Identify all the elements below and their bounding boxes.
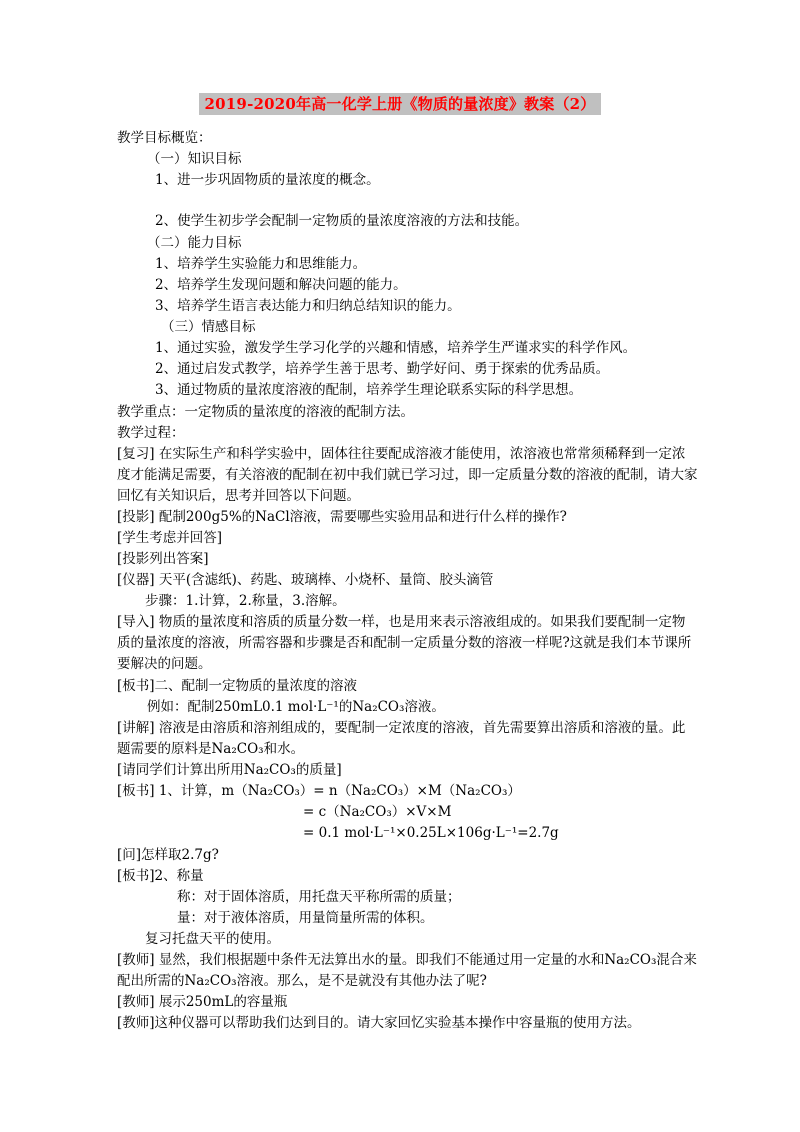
- text-line: [学生考虑并回答]: [117, 530, 223, 546]
- text-line: （三）情感目标: [161, 319, 256, 335]
- text-line: 1、通过实验，激发学生学习化学的兴趣和情感，培养学生严谨求实的科学作风。: [155, 340, 637, 356]
- text-line: 称：对于固体溶质，用托盘天平称所需的质量；: [177, 889, 461, 905]
- text-line: 度才能满足需要，有关溶液的配制在初中我们就已学习过，即一定质量分数的溶液的配制，请大家: [117, 467, 698, 483]
- text-line: 步骤：1.计算，2.称量，3.溶解。: [145, 593, 346, 609]
- text-line: [问]怎样取2.7g?: [117, 847, 219, 863]
- text-line: （一）知识目标: [147, 151, 242, 167]
- text-line: [投影] 配制200g5%的NaCl溶液，需要哪些实验用品和进行什么样的操作?: [117, 509, 567, 525]
- text-line: 1、培养学生实验能力和思维能力。: [155, 256, 367, 272]
- text-line: [仪器] 天平(含滤纸)、药匙、玻璃棒、小烧杯、量筒、胶头滴管: [117, 572, 494, 588]
- text-line: [投影列出答案]: [117, 551, 209, 567]
- text-line: [教师] 展示250mL的容量瓶: [117, 994, 288, 1010]
- text-line: 教学重点：一定物质的量浓度的溶液的配制方法。: [117, 404, 414, 420]
- text-line: 题需要的原料是Na₂CO₃和水。: [117, 741, 305, 757]
- text-line: 量：对于液体溶质，用量筒量所需的体积。: [177, 910, 434, 926]
- text-line: 3、培养学生语言表达能力和归纳总结知识的能力。: [155, 298, 461, 314]
- document-title: 2019-2020年高一化学上册《物质的量浓度》教案（2）: [199, 93, 602, 115]
- text-line: [复习] 在实际生产和科学实验中，固体往往要配成溶液才能使用，浓溶液也常常须稀释到一定浓: [117, 446, 686, 462]
- text-line: [板书]二、配制一定物质的量浓度的溶液: [117, 678, 358, 694]
- text-line: [讲解] 溶液是由溶质和溶剂组成的，要配制一定浓度的溶液，首先需要算出溶质和溶液的量。此: [117, 720, 686, 736]
- title-container: [0, 93, 800, 115]
- text-line: 教学目标概览：: [117, 130, 212, 146]
- text-line: 复习托盘天平的使用。: [145, 931, 280, 947]
- text-line: [教师]这种仪器可以帮助我们达到目的。请大家回忆实验基本操作中容量瓶的使用方法。: [117, 1015, 641, 1031]
- text-line: 2、使学生初步学会配制一定物质的量浓度溶液的方法和技能。: [155, 213, 529, 229]
- text-line: 教学过程：: [117, 425, 185, 441]
- text-line: 配出所需的Na₂CO₃溶液。那么，是不是就没有其他办法了呢?: [117, 973, 487, 989]
- text-line: 1、进一步巩固物质的量浓度的概念。: [155, 172, 380, 188]
- text-line: （二）能力目标: [147, 235, 242, 251]
- text-line: 质的量浓度的溶液，所需容器和步骤是否和配制一定质量分数的溶液一样呢?这就是我们本节课所: [117, 635, 692, 651]
- text-line: 回忆有关知识后，思考并回答以下问题。: [117, 488, 360, 504]
- text-line: = 0.1 mol·L⁻¹×0.25L×106g·L⁻¹=2.7g: [303, 825, 559, 841]
- text-line: [请同学们计算出所用Na₂CO₃的质量]: [117, 762, 342, 778]
- text-line: 要解决的问题。: [117, 656, 212, 672]
- text-line: 例如：配制250mL0.1 mol·L⁻¹的Na₂CO₃溶液。: [147, 699, 445, 715]
- text-line: [教师] 显然，我们根据题中条件无法算出水的量。即我们不能通过用一定量的水和Na₂CO₃混合来: [117, 952, 697, 968]
- text-line: 2、培养学生发现问题和解决问题的能力。: [155, 277, 407, 293]
- text-line: = c（Na₂CO₃）×V×M: [303, 804, 452, 820]
- text-line: [板书] 1、计算，m（Na₂CO₃）= n（Na₂CO₃）×M（Na₂CO₃）: [117, 783, 521, 799]
- text-line: 3、通过物质的量浓度溶液的配制，培养学生理论联系实际的科学思想。: [155, 382, 583, 398]
- text-line: [导入] 物质的量浓度和溶质的质量分数一样，也是用来表示溶液组成的。如果我们要配制一定物: [117, 614, 686, 630]
- text-line: 2、通过启发式教学，培养学生善于思考、勤学好问、勇于探索的优秀品质。: [155, 361, 610, 377]
- text-line: [板书]2、称量: [117, 868, 204, 884]
